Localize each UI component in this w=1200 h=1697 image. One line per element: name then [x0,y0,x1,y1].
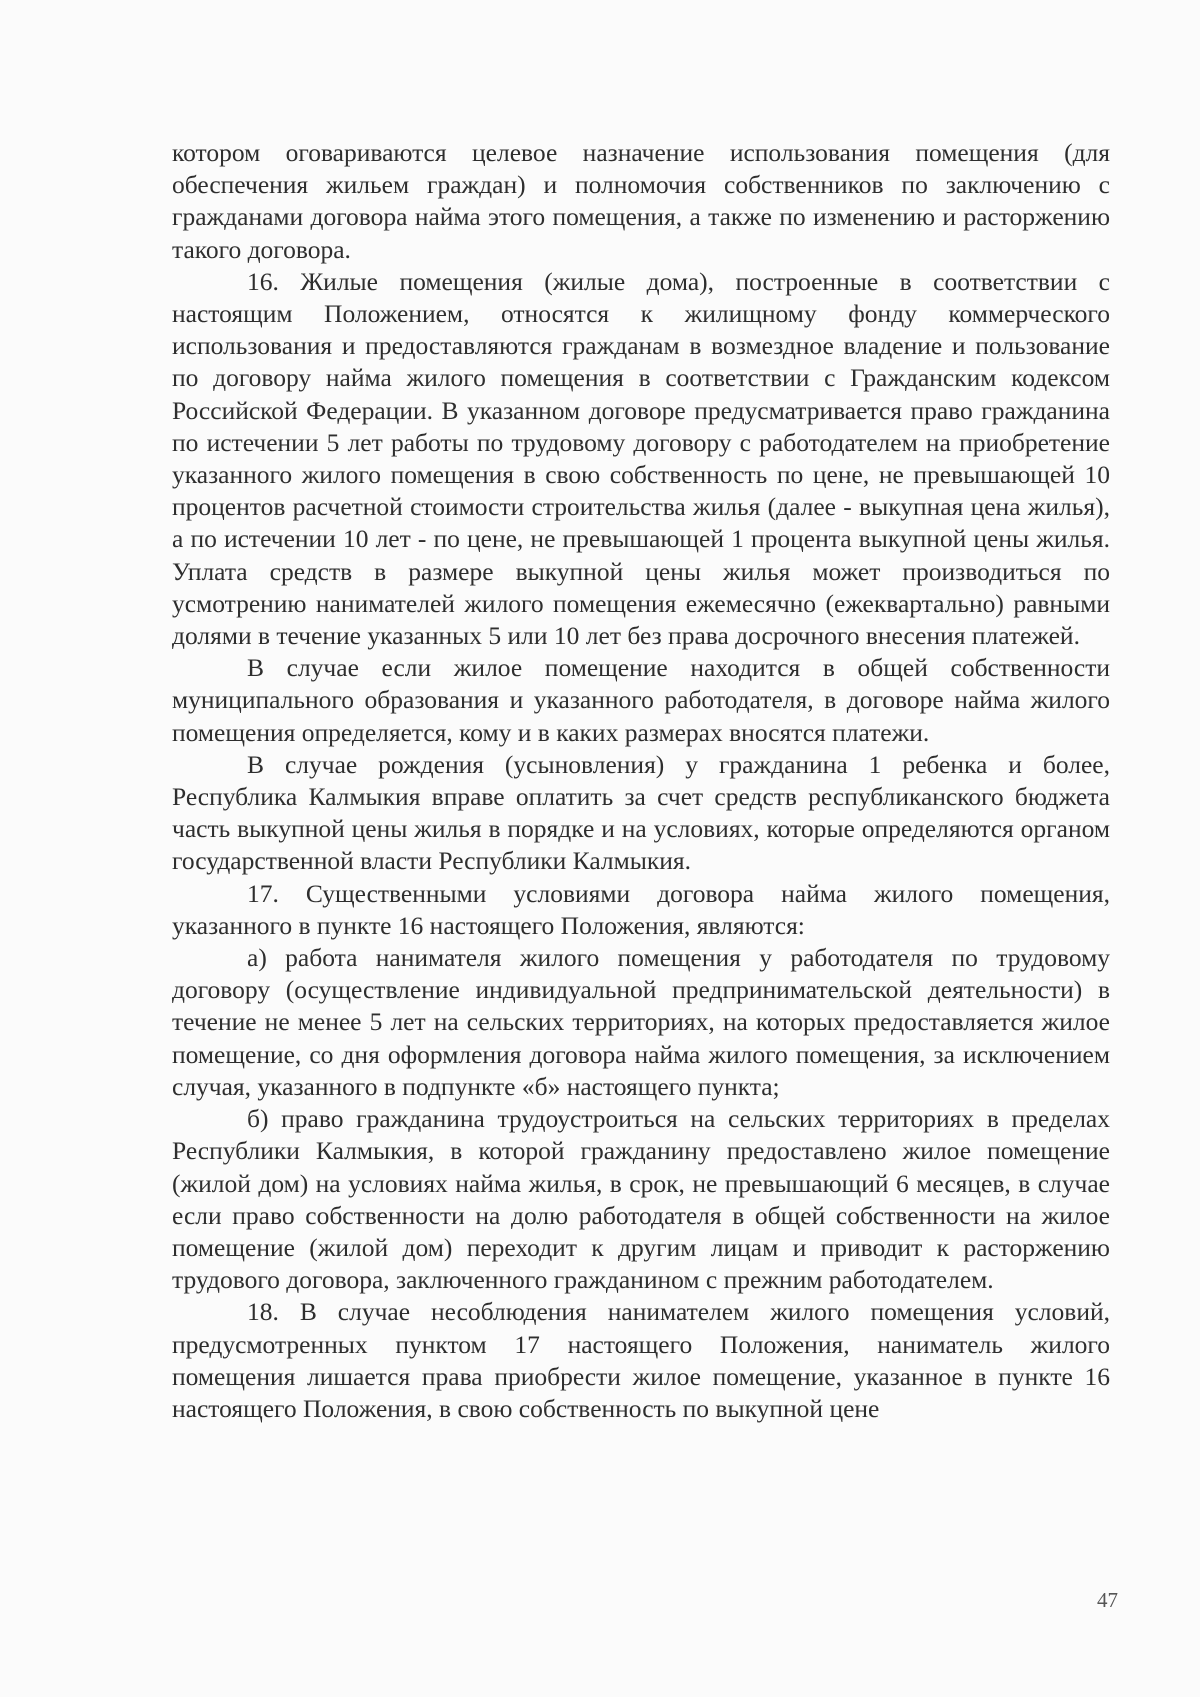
paragraph-common-ownership: В случае если жилое помещение находится в общей собственности муниципального образования и указанного работодателя, в договоре найма жилого помещения определяется, кому и в каких размерах вносятся платежи. [172,653,1110,747]
paragraph-child-birth: В случае рождения (усыновления) у гражданина 1 ребенка и более, Республика Калмыкия вправе оплатить за счет средств республиканского бюджета часть выкупной цены жилья в порядке и на условиях, которые определяются органом государственной власти Республики Калмыкия. [172,749,1110,876]
paragraph-item-17: 17. Существенными условиями договора найма жилого помещения, указанного в пункте 16 настоящего Положения, являются: [172,878,1110,940]
paragraph-subitem-b: б) право гражданина трудоустроиться на сельских территориях в пределах Республики Калмыкия, в которой гражданину предоставлено жилое помещение (жилой дом) на условиях найма жилья, в срок, не превышающий 6 месяцев, в случае если право собственности на долю работодателя в общей собственности на жилое помещение (жилой дом) переходит к другим лицам и приводит к расторжению трудового договора, заключенного гражданином с прежним работодателем. [172,1104,1110,1295]
page-number: 47 [1097,1588,1118,1612]
paragraph-continuation: котором оговариваются целевое назначение использования помещения (для обеспечения жильем граждан) и полномочия собственников по заключению с гражданами договора найма этого помещения, а также по изменению и расторжению такого договора. [172,138,1110,264]
paragraph-item-16: 16. Жилые помещения (жилые дома), построенные в соответствии с настоящим Положением, относятся к жилищному фонду коммерческого использования и предоставляются гражданам в возмездное владение и пользование по договору найма жилого помещения в соответствии с Гражданским кодексом Российской Федерации. В указанном договоре предусматривается право гражданина по истечении 5 лет работы по трудовому договору с работодателем на приобретение указанного жилого помещения в свою собственность по цене, не превышающей 10 процентов расчетной стоимости строительства жилья (далее - выкупная цена жилья), а по истечении 10 лет - по цене, не превышающей 1 процента выкупной цены жилья. Уплата средств в размере выкупной цены жилья может производиться по усмотрению нанимателей жилого помещения ежемесячно (ежеквартально) равными долями в течение указанных 5 или 10 лет без права досрочного внесения платежей. [172,266,1110,651]
paragraph-item-18: 18. В случае несоблюдения нанимателем жилого помещения условий, предусмотренных пунктом 17 настоящего Положения, наниматель жилого помещения лишается права приобрести жилое помещение, указанное в пункте 16 настоящего Положения, в свою собственность по выкупной цене [172,1297,1110,1423]
document-body [172,137,1110,1425]
paragraph-subitem-a: а) работа нанимателя жилого помещения у работодателя по трудовому договору (осуществление индивидуальной предпринимательской деятельности) в течение не менее 5 лет на сельских территориях, на которых предоставляется жилое помещение, со дня оформления договора найма жилого помещения, за исключением случая, указанного в подпункте «б» настоящего пункта; [172,943,1110,1101]
